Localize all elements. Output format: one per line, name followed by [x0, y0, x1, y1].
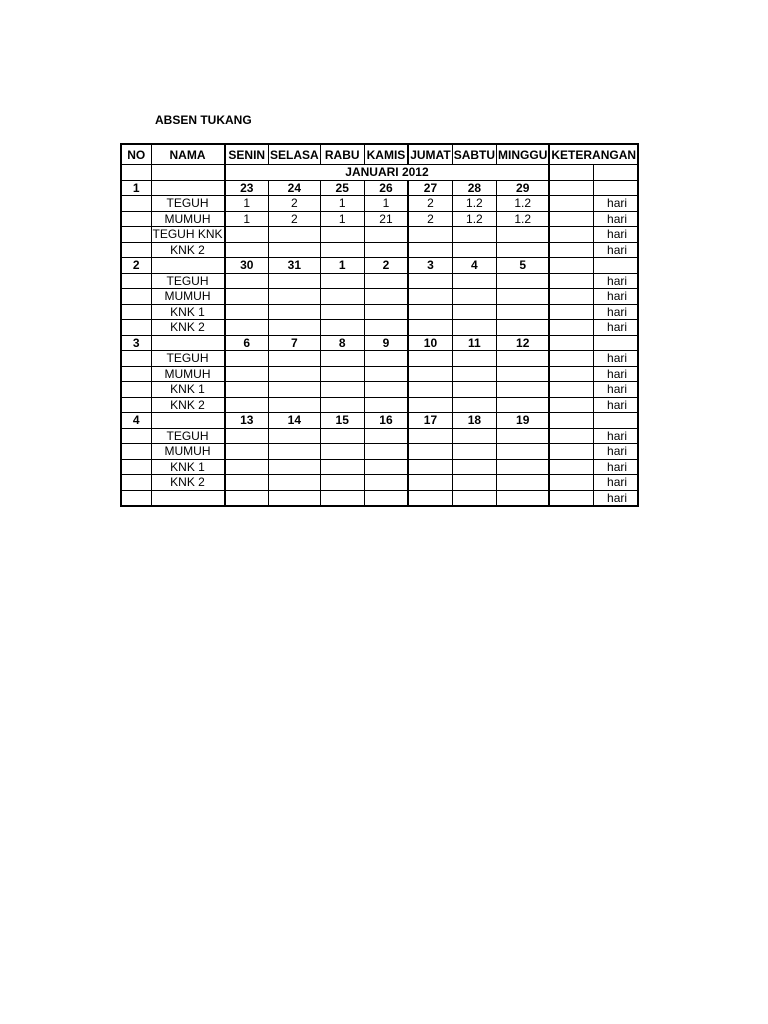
cell [549, 335, 593, 351]
attendance-cell [452, 242, 496, 258]
attendance-cell [497, 320, 550, 336]
attendance-cell: 1 [320, 211, 364, 227]
cell [121, 459, 151, 475]
attendance-cell [320, 242, 364, 258]
week-number: 4 [121, 413, 151, 429]
cell [121, 320, 151, 336]
cell [151, 490, 225, 506]
worker-row [121, 366, 638, 382]
cell [269, 490, 321, 506]
date-cell: 15 [320, 413, 364, 429]
cell [549, 490, 593, 506]
week-number: 2 [121, 258, 151, 274]
attendance-cell [408, 227, 452, 243]
attendance-cell [269, 459, 321, 475]
worker-row [121, 196, 638, 212]
worker-name: MUMUH [151, 211, 225, 227]
attendance-cell [225, 227, 269, 243]
attendance-cell [452, 397, 496, 413]
attendance-cell [497, 289, 550, 305]
cell [151, 180, 225, 196]
cell [549, 165, 593, 181]
cell [549, 304, 593, 320]
header-no: NO [121, 144, 151, 165]
cell [549, 320, 593, 336]
cell [121, 227, 151, 243]
worker-row [121, 382, 638, 398]
attendance-cell [225, 459, 269, 475]
attendance-cell [452, 366, 496, 382]
attendance-cell [364, 459, 408, 475]
week-date-row [121, 258, 638, 274]
attendance-cell [497, 273, 550, 289]
cell [121, 475, 151, 491]
attendance-cell [320, 351, 364, 367]
attendance-cell [452, 227, 496, 243]
attendance-cell [497, 397, 550, 413]
attendance-cell [364, 366, 408, 382]
attendance-cell: 1 [225, 196, 269, 212]
attendance-cell [408, 459, 452, 475]
attendance-cell [364, 444, 408, 460]
header-selasa: SELASA [269, 144, 321, 165]
worker-row [121, 304, 638, 320]
worker-name: KNK 2 [151, 242, 225, 258]
date-cell: 2 [364, 258, 408, 274]
unit-cell: hari [594, 273, 638, 289]
worker-row [121, 428, 638, 444]
attendance-cell [452, 273, 496, 289]
header-jumat: JUMAT [408, 144, 452, 165]
date-cell: 24 [269, 180, 321, 196]
date-cell: 27 [408, 180, 452, 196]
week-date-row [121, 413, 638, 429]
month-label: JANUARI 2012 [225, 165, 550, 181]
cell [121, 211, 151, 227]
attendance-cell [497, 475, 550, 491]
cell [408, 490, 452, 506]
attendance-cell [320, 397, 364, 413]
date-cell: 1 [320, 258, 364, 274]
attendance-cell [269, 397, 321, 413]
empty-row [121, 490, 638, 506]
month-row [121, 165, 638, 181]
header-nama: NAMA [151, 144, 225, 165]
cell [121, 366, 151, 382]
attendance-cell [364, 397, 408, 413]
date-cell: 18 [452, 413, 496, 429]
unit-cell: hari [594, 475, 638, 491]
worker-row [121, 475, 638, 491]
attendance-cell [497, 242, 550, 258]
attendance-cell [320, 273, 364, 289]
cell [549, 459, 593, 475]
worker-name: TEGUH [151, 351, 225, 367]
date-cell: 29 [497, 180, 550, 196]
attendance-cell [497, 428, 550, 444]
attendance-cell [497, 351, 550, 367]
worker-name: MUMUH [151, 289, 225, 305]
cell [594, 165, 638, 181]
cell [121, 397, 151, 413]
attendance-cell: 1 [364, 196, 408, 212]
unit-cell: hari [594, 490, 638, 506]
worker-name: TEGUH KNK [152, 227, 223, 242]
attendance-cell [364, 320, 408, 336]
date-cell: 4 [452, 258, 496, 274]
attendance-cell [320, 320, 364, 336]
attendance-cell [497, 444, 550, 460]
attendance-cell: 2 [408, 196, 452, 212]
attendance-cell [452, 428, 496, 444]
attendance-cell [408, 304, 452, 320]
attendance-cell: 1.2 [497, 211, 550, 227]
date-cell: 26 [364, 180, 408, 196]
attendance-cell [408, 242, 452, 258]
worker-row [121, 273, 638, 289]
attendance-cell [320, 289, 364, 305]
worker-name: TEGUH [151, 196, 225, 212]
attendance-cell [408, 366, 452, 382]
unit-cell: hari [594, 320, 638, 336]
worker-name: KNK 2 [151, 475, 225, 491]
attendance-cell [269, 475, 321, 491]
cell [549, 196, 593, 212]
date-cell: 7 [269, 335, 321, 351]
worker-name: TEGUH [151, 273, 225, 289]
attendance-cell [269, 304, 321, 320]
attendance-cell [225, 444, 269, 460]
attendance-cell [269, 382, 321, 398]
cell [151, 165, 225, 181]
attendance-cell [364, 351, 408, 367]
attendance-cell [269, 366, 321, 382]
date-cell: 19 [497, 413, 550, 429]
cell [549, 382, 593, 398]
attendance-cell [497, 304, 550, 320]
cell [549, 242, 593, 258]
header-minggu: MINGGU [497, 144, 550, 165]
attendance-cell [320, 459, 364, 475]
header-row [121, 144, 638, 165]
attendance-cell [452, 289, 496, 305]
attendance-cell [225, 428, 269, 444]
unit-cell: hari [594, 351, 638, 367]
attendance-cell: 1 [225, 211, 269, 227]
attendance-cell [408, 382, 452, 398]
attendance-cell [320, 227, 364, 243]
attendance-cell [225, 397, 269, 413]
attendance-cell [225, 351, 269, 367]
attendance-cell [452, 444, 496, 460]
cell [549, 227, 593, 243]
cell [121, 242, 151, 258]
worker-name: KNK 2 [151, 397, 225, 413]
unit-cell: hari [594, 289, 638, 305]
cell [549, 397, 593, 413]
attendance-cell [225, 382, 269, 398]
attendance-cell [269, 242, 321, 258]
attendance-cell: 1.2 [452, 196, 496, 212]
cell [549, 180, 593, 196]
cell [549, 273, 593, 289]
cell [121, 289, 151, 305]
attendance-cell: 2 [408, 211, 452, 227]
cell [594, 413, 638, 429]
worker-row [121, 227, 638, 243]
attendance-cell [320, 382, 364, 398]
attendance-cell [408, 320, 452, 336]
date-cell: 5 [497, 258, 550, 274]
worker-row [121, 211, 638, 227]
unit-cell: hari [594, 211, 638, 227]
cell [121, 165, 151, 181]
attendance-cell [452, 320, 496, 336]
date-cell: 30 [225, 258, 269, 274]
attendance-cell [364, 304, 408, 320]
attendance-cell [452, 459, 496, 475]
attendance-cell [408, 273, 452, 289]
date-cell: 23 [225, 180, 269, 196]
week-number: 1 [121, 180, 151, 196]
attendance-cell: 1.2 [497, 196, 550, 212]
attendance-cell [320, 366, 364, 382]
date-cell: 8 [320, 335, 364, 351]
attendance-cell: 1 [320, 196, 364, 212]
cell [594, 335, 638, 351]
attendance-cell [320, 475, 364, 491]
header-senin: SENIN [225, 144, 269, 165]
attendance-cell [225, 242, 269, 258]
attendance-cell [225, 366, 269, 382]
worker-name: MUMUH [151, 366, 225, 382]
cell [549, 428, 593, 444]
date-cell: 14 [269, 413, 321, 429]
unit-cell: hari [594, 366, 638, 382]
cell [549, 351, 593, 367]
attendance-cell [497, 382, 550, 398]
cell [594, 180, 638, 196]
attendance-cell: 21 [364, 211, 408, 227]
cell [594, 258, 638, 274]
header-keterangan: KETERANGAN [549, 144, 638, 165]
attendance-cell [269, 320, 321, 336]
attendance-cell [408, 289, 452, 305]
date-cell: 6 [225, 335, 269, 351]
cell [549, 475, 593, 491]
unit-cell: hari [594, 196, 638, 212]
cell [121, 444, 151, 460]
worker-name: KNK 1 [151, 304, 225, 320]
header-kamis: KAMIS [364, 144, 408, 165]
worker-name: TEGUH [151, 428, 225, 444]
cell [320, 490, 364, 506]
attendance-cell [497, 227, 550, 243]
date-cell: 12 [497, 335, 550, 351]
attendance-cell: 1.2 [452, 211, 496, 227]
cell [497, 490, 550, 506]
worker-name: MUMUH [151, 444, 225, 460]
date-cell: 9 [364, 335, 408, 351]
cell [549, 289, 593, 305]
worker-row [121, 444, 638, 460]
cell [151, 413, 225, 429]
cell [549, 444, 593, 460]
cell [549, 366, 593, 382]
attendance-sheet [120, 143, 639, 507]
document-title: ABSEN TUKANG [155, 113, 252, 127]
attendance-cell: 2 [269, 211, 321, 227]
attendance-cell: 2 [269, 196, 321, 212]
attendance-cell [364, 475, 408, 491]
attendance-cell [497, 366, 550, 382]
attendance-cell [225, 273, 269, 289]
table-body [121, 165, 638, 507]
attendance-cell [320, 428, 364, 444]
cell [225, 490, 269, 506]
cell [151, 258, 225, 274]
attendance-cell [452, 351, 496, 367]
attendance-cell [269, 428, 321, 444]
attendance-cell [364, 289, 408, 305]
worker-row [121, 397, 638, 413]
attendance-cell [408, 428, 452, 444]
cell [452, 490, 496, 506]
cell [121, 196, 151, 212]
cell [549, 258, 593, 274]
attendance-cell [269, 273, 321, 289]
date-cell: 10 [408, 335, 452, 351]
cell [549, 211, 593, 227]
worker-row [121, 459, 638, 475]
worker-name: KNK 2 [151, 320, 225, 336]
worker-row [121, 320, 638, 336]
attendance-cell [269, 227, 321, 243]
attendance-cell [408, 475, 452, 491]
date-cell: 13 [225, 413, 269, 429]
attendance-cell [452, 304, 496, 320]
cell [121, 304, 151, 320]
attendance-cell [225, 475, 269, 491]
unit-cell: hari [594, 304, 638, 320]
date-cell: 3 [408, 258, 452, 274]
date-cell: 28 [452, 180, 496, 196]
unit-cell: hari [594, 227, 638, 243]
attendance-cell [269, 289, 321, 305]
attendance-cell [364, 428, 408, 444]
attendance-table [120, 143, 639, 507]
cell [121, 428, 151, 444]
worker-row [121, 351, 638, 367]
cell [121, 382, 151, 398]
cell [151, 335, 225, 351]
cell [364, 490, 408, 506]
attendance-cell [408, 351, 452, 367]
week-number: 3 [121, 335, 151, 351]
attendance-cell [364, 382, 408, 398]
unit-cell: hari [594, 382, 638, 398]
worker-row [121, 289, 638, 305]
date-cell: 25 [320, 180, 364, 196]
attendance-cell [408, 444, 452, 460]
unit-cell: hari [594, 397, 638, 413]
date-cell: 11 [452, 335, 496, 351]
date-cell: 17 [408, 413, 452, 429]
cell [549, 413, 593, 429]
attendance-cell [364, 242, 408, 258]
header-rabu: RABU [320, 144, 364, 165]
attendance-cell [364, 227, 408, 243]
worker-name: KNK 1 [151, 459, 225, 475]
week-date-row [121, 335, 638, 351]
attendance-cell [225, 320, 269, 336]
attendance-cell [497, 459, 550, 475]
attendance-cell [452, 382, 496, 398]
attendance-cell [225, 304, 269, 320]
week-date-row [121, 180, 638, 196]
header-sabtu: SABTU [452, 144, 496, 165]
attendance-cell [269, 351, 321, 367]
worker-name: KNK 1 [151, 382, 225, 398]
attendance-cell [269, 444, 321, 460]
date-cell: 31 [269, 258, 321, 274]
cell [121, 490, 151, 506]
attendance-cell [225, 289, 269, 305]
attendance-cell [320, 304, 364, 320]
unit-cell: hari [594, 242, 638, 258]
attendance-cell [364, 273, 408, 289]
unit-cell: hari [594, 444, 638, 460]
worker-row [121, 242, 638, 258]
cell [121, 351, 151, 367]
attendance-cell [452, 475, 496, 491]
unit-cell: hari [594, 428, 638, 444]
unit-cell: hari [594, 459, 638, 475]
attendance-cell [408, 397, 452, 413]
date-cell: 16 [364, 413, 408, 429]
cell [121, 273, 151, 289]
attendance-cell [320, 444, 364, 460]
